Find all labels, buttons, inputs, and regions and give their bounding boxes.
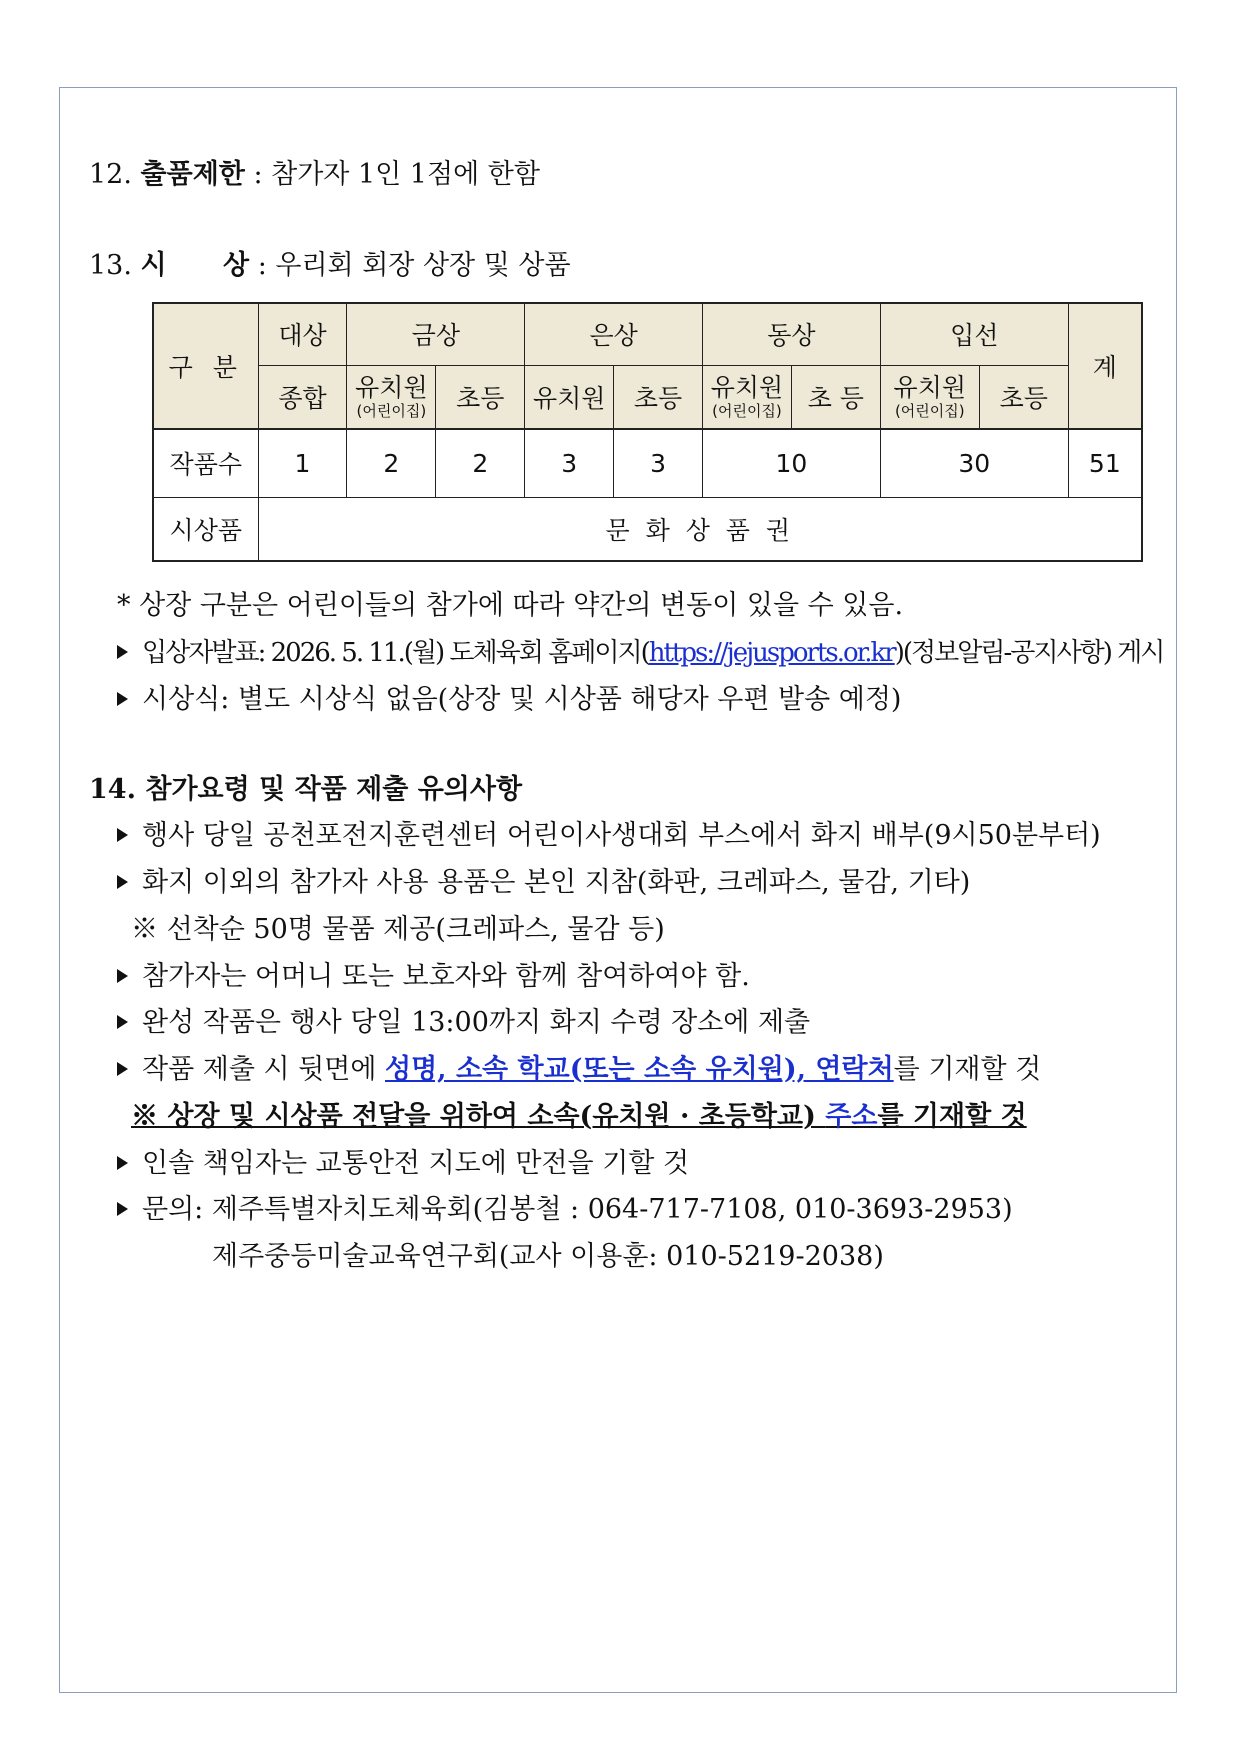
sub-kinder-note: (어린이집): [894, 402, 965, 421]
triangle-bullet-icon: [117, 645, 128, 659]
sub-dong-elem: 초 등: [791, 365, 880, 429]
sub-kinder-label: 유치원: [355, 373, 428, 403]
note-address-post: 를 기재할 것: [877, 1101, 1027, 1132]
announce-text-post: )(정보알림-공지사항) 게시: [894, 638, 1164, 668]
sub-dong-kinder: [703, 365, 792, 429]
sub-kinder-label: 유치원: [710, 373, 784, 403]
note-address: [131, 1100, 1027, 1134]
note-star: * 상장 구분은 어린이들의 참가에 따라 약간의 변동이 있을 수 있음.: [117, 590, 904, 621]
sub-geum-kinder: [347, 365, 436, 429]
count-daesang: 1: [258, 429, 347, 497]
triangle-bullet-icon: [117, 969, 128, 983]
contact-continued: 제주중등미술교육연구회(교사 이용훈: 010-5219-2038): [212, 1241, 884, 1272]
bullet-text: 인솔 책임자는 교통안전 지도에 만전을 기할 것: [142, 1148, 690, 1179]
triangle-bullet-icon: [117, 692, 128, 706]
sub-kinder-label: 유치원: [893, 373, 966, 403]
table-header-row: [153, 303, 1142, 365]
row-label-prize: 시상품: [153, 497, 258, 561]
header-ipseon: 입선: [880, 303, 1068, 365]
section-12-title: 출품제한: [140, 159, 245, 190]
count-eun-kinder: 3: [525, 429, 614, 497]
header-dongsang: 동상: [703, 303, 881, 365]
section-13-sep: :: [249, 250, 276, 281]
section-12-number: 12.: [89, 159, 132, 190]
homepage-link[interactable]: https://jejusports.or.kr: [648, 638, 895, 668]
sub-eun-kinder: 유치원: [525, 365, 614, 429]
bullet-ceremony: [117, 683, 901, 717]
header-total: 계: [1068, 303, 1142, 429]
header-geumsang: 금상: [347, 303, 525, 365]
triangle-bullet-icon: [117, 1156, 128, 1170]
bullet-item: [117, 960, 750, 994]
sub-ipseon-kinder: [880, 365, 979, 429]
bullet-text-post: 를 기재할 것: [893, 1054, 1042, 1085]
count-dong: 10: [703, 429, 881, 497]
prize-value: 문 화 상 품 권: [258, 497, 1142, 561]
contact-text: 문의: 제주특별자치도체육회(김봉철 : 064-717-7108, 010-3693-2953): [142, 1194, 1013, 1225]
announce-text: 입상자발표: 2026. 5. 11.(월) 도체육회 홈페이지(: [142, 638, 649, 668]
bullet-item: [117, 819, 1101, 853]
sub-kinder-note: (어린이집): [712, 402, 782, 421]
section-12-text: 참가자 1인 1점에 한함: [271, 159, 540, 190]
award-table: [152, 302, 1143, 562]
bullet-item: [117, 1147, 689, 1181]
sub-eun-elem: 초등: [614, 365, 703, 429]
bullet-text: 화지 이외의 참가자 사용 용품은 본인 지참(화판, 크레파스, 물감, 기타): [142, 867, 971, 898]
note-address-text: ※ 상장 및 시상품 전달을 위하여 소속(유치원 · 초등학교): [131, 1101, 826, 1132]
sub-kinder-note: (어린이집): [356, 402, 427, 421]
sub-jonghap: 종합: [258, 365, 347, 429]
header-eunsang: 은상: [525, 303, 703, 365]
sub-geum-elem: 초등: [436, 365, 525, 429]
count-eun-elem: 3: [614, 429, 703, 497]
section-13-number: 13.: [89, 250, 132, 281]
count-geum-kinder: 2: [347, 429, 436, 497]
triangle-bullet-icon: [117, 875, 128, 889]
bullet-item: [117, 866, 970, 900]
ceremony-text: 시상식: 별도 시상식 없음(상장 및 시상품 해당자 우편 발송 예정): [142, 684, 902, 715]
bullet-text: 작품 제출 시 뒷면에: [142, 1054, 385, 1085]
row-label-count: 작품수: [153, 429, 258, 497]
section-12-sep: :: [244, 159, 272, 190]
highlight-required-info: 성명, 소속 학교(또는 소속 유치원), 연락처: [385, 1054, 894, 1085]
highlight-address: 주소: [825, 1101, 878, 1132]
count-ipseon: 30: [880, 429, 1068, 497]
count-geum-elem: 2: [436, 429, 525, 497]
section-12: [89, 158, 540, 192]
bullet-text: 참가자는 어머니 또는 보호자와 함께 참여하여야 함.: [142, 961, 750, 992]
header-gubun: 구 분: [153, 303, 258, 429]
triangle-bullet-icon: [117, 1015, 128, 1029]
section-13-text: 우리회 회장 상장 및 상품: [275, 250, 571, 281]
triangle-bullet-icon: [117, 1062, 128, 1076]
note-first-come: ※ 선착순 50명 물품 제공(크레파스, 물감 등): [131, 914, 665, 945]
header-daesang: 대상: [258, 303, 347, 365]
section-13: [89, 249, 571, 283]
triangle-bullet-icon: [117, 1202, 128, 1216]
bullet-item: [117, 1006, 810, 1040]
sub-ipseon-elem: 초등: [979, 365, 1068, 429]
bullet-text: 완성 작품은 행사 당일 13:00까지 화지 수령 장소에 제출: [142, 1007, 811, 1038]
table-row: [153, 497, 1142, 561]
table-subheader-row: [153, 365, 1142, 429]
bullet-contact: [117, 1193, 1013, 1227]
section-13-title: 시 상: [140, 250, 250, 281]
count-total: 51: [1068, 429, 1142, 497]
triangle-bullet-icon: [117, 828, 128, 842]
bullet-announce: [117, 636, 1163, 670]
bullet-item: [117, 1053, 1041, 1087]
table-row: [153, 429, 1142, 497]
bullet-text: 행사 당일 공천포전지훈련센터 어린이사생대회 부스에서 화지 배부(9시50분부터): [142, 820, 1101, 851]
section-14-title: 14. 참가요령 및 작품 제출 유의사항: [89, 774, 523, 805]
